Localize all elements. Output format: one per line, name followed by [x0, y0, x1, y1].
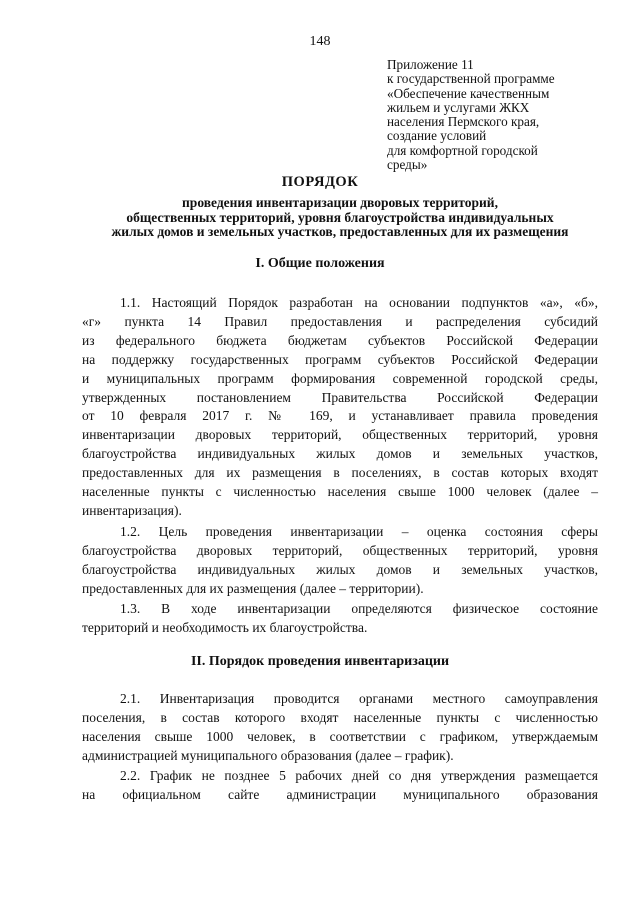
text-line: 1.3. В ходе инвентаризации определяются физическое состояние: [120, 601, 598, 616]
appendix-line: среды»: [387, 157, 428, 173]
appendix-line: населения Пермского края,: [387, 114, 540, 130]
section-heading-general: I. Общие положения: [255, 256, 385, 271]
text-line: благоустройства индивидуальных жилых домов и земельных участков,: [82, 446, 598, 462]
text-line: и муниципальных программ формирования современной городской среды,: [82, 370, 598, 386]
subtitle-line: проведения инвентаризации дворовых территорий,: [182, 195, 498, 210]
text-line: на официальном сайте администрации муниципального образования: [82, 786, 598, 802]
text-line: инвентаризации дворовых территорий, общественных территорий, уровня: [82, 427, 598, 443]
paragraph-1-3: [82, 600, 598, 638]
text-line: территорий и необходимость их благоустройства.: [82, 619, 368, 635]
text-line: благоустройства дворовых территорий, общественных территорий, уровня: [82, 542, 598, 558]
text-line: утвержденных постановлением Правительства Российской Федерации: [82, 389, 598, 405]
text-line: благоустройства индивидуальных жилых домов и земельных участков,: [82, 561, 598, 577]
text-line: предоставленных для их размещения (далее – территории).: [82, 580, 424, 596]
page-number: 148: [309, 34, 331, 49]
text-line: поселения, в состав которого входят населенные пункты с численностью: [82, 709, 598, 725]
paragraph-2-1: [82, 690, 598, 766]
document-title: ПОРЯДОК: [281, 174, 359, 190]
text-line: на поддержку государственных программ субъектов Российской Федерации: [82, 351, 598, 367]
text-line: 2.2. График не позднее 5 рабочих дней со дня утверждения размещается: [120, 768, 598, 783]
appendix-line: для комфортной городской: [387, 142, 538, 158]
section-heading-procedure: II. Порядок проведения инвентаризации: [190, 654, 450, 669]
subtitle-line: жилых домов и земельных участков, предоставленных для их размещения: [111, 224, 569, 239]
paragraph-1-1: [82, 294, 598, 521]
document-subtitle: [70, 196, 610, 240]
text-line: инвентаризация).: [82, 502, 182, 518]
text-line: населения свыше 1000 человек, в соответствии с графиком, утверждаемым: [82, 728, 598, 744]
text-line: 2.1. Инвентаризация проводится органами местного самоуправления: [120, 691, 598, 706]
text-line: администрацией муниципального образования (далее – график).: [82, 747, 454, 763]
text-line: 1.1. Настоящий Порядок разработан на основании подпунктов «а», «б»,: [120, 295, 598, 310]
appendix-note: [387, 58, 627, 172]
text-line: «г» пункта 14 Правил предоставления и распределения субсидий: [82, 313, 598, 329]
subtitle-line: общественных территорий, уровня благоустройства индивидуальных: [126, 209, 554, 225]
text-line: из федерального бюджета бюджетам субъектов Российской Федерации: [82, 332, 598, 348]
appendix-line: к государственной программе: [387, 71, 555, 87]
appendix-line: Приложение 11: [387, 57, 474, 72]
paragraph-1-2: [82, 523, 598, 599]
appendix-line: создание условий: [387, 128, 487, 144]
appendix-line: жильем и услугами ЖКХ: [387, 99, 530, 115]
paragraph-2-2: [82, 767, 598, 805]
text-line: предоставленных для их размещения в поселениях, в состав которых входят: [82, 465, 598, 481]
text-line: населенные пункты с численностью населения свыше 1000 человек (далее –: [82, 484, 598, 500]
text-line: от 10 февраля 2017 г. № 169, и устанавливает правила проведения: [82, 408, 598, 424]
text-line: 1.2. Цель проведения инвентаризации – оценка состояния сферы: [120, 524, 598, 539]
appendix-line: «Обеспечение качественным: [387, 85, 550, 101]
